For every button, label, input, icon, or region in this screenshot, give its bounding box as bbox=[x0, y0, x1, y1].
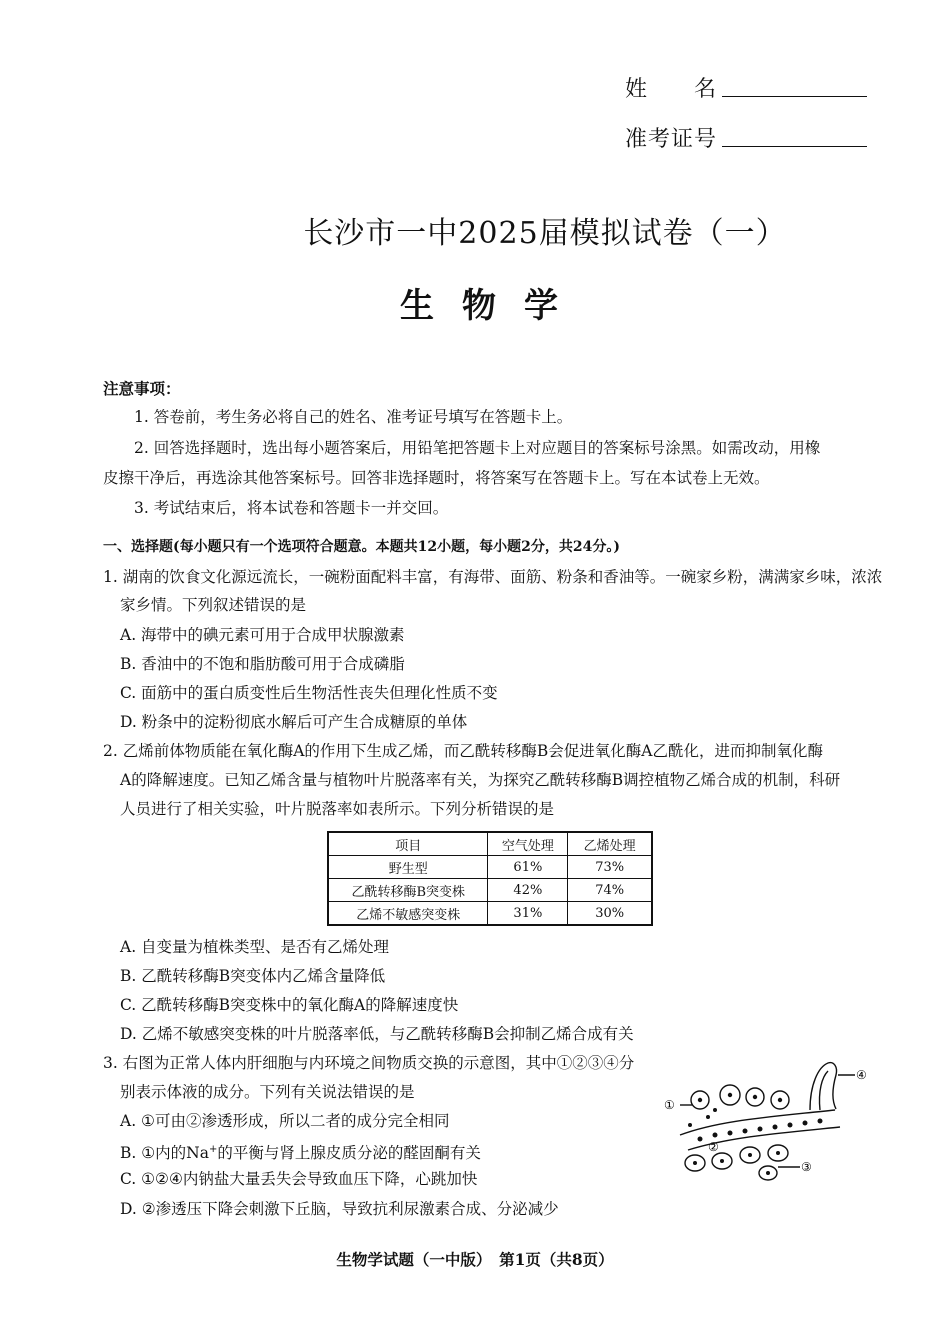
figure-label-3: ③ bbox=[801, 1160, 812, 1174]
notice-item-2-line-1: 2. 回答选择题时，选出每小题答案后，用铅笔把答题卡上对应题目的答案标号涂黑。如需改动，用橡 bbox=[134, 439, 821, 457]
q3-option-c: C. ①②④内钠盐大量丢失会导致血压下降，心跳加快 bbox=[120, 1170, 478, 1188]
exam-title: 长沙市一中2025届模拟试卷（一） bbox=[303, 216, 787, 251]
q2-stem-line-3: 人员进行了相关实验，叶片脱落率如表所示。下列分析错误的是 bbox=[120, 800, 555, 818]
q3-option-b-post: 的平衡与肾上腺皮质分泌的醛固酮有关 bbox=[217, 1144, 481, 1163]
table-cell: 73% bbox=[568, 856, 652, 879]
q1-option-c: C. 面筋中的蛋白质变性后生物活性丧失但理化性质不变 bbox=[120, 684, 498, 702]
q2-option-b: B. 乙酰转移酶B突变体内乙烯含量降低 bbox=[120, 967, 386, 985]
q1-option-b: B. 香油中的不饱和脂肪酸可用于合成磷脂 bbox=[120, 655, 405, 673]
q2-option-a: A. 自变量为植株类型、是否有乙烯处理 bbox=[120, 938, 390, 956]
q2-option-c: C. 乙酰转移酶B突变株中的氧化酶A的降解速度快 bbox=[120, 996, 459, 1014]
table-header-cell: 乙烯处理 bbox=[568, 832, 652, 856]
table-header-row bbox=[328, 832, 652, 856]
table-cell: 74% bbox=[568, 879, 652, 902]
table-row bbox=[328, 856, 652, 879]
table-cell: 61% bbox=[488, 856, 568, 879]
q1-option-d: D. 粉条中的淀粉彻底水解后可产生合成糖原的单体 bbox=[120, 713, 468, 731]
table-cell: 31% bbox=[488, 902, 568, 926]
figure-label-4: ④ bbox=[856, 1068, 867, 1082]
page-footer: 生物学试题（一中版） 第1页（共8页） bbox=[336, 1250, 614, 1269]
table-row bbox=[328, 879, 652, 902]
q3-stem-line-2: 别表示体液的成分。下列有关说法错误的是 bbox=[120, 1083, 415, 1101]
notice-item-2-line-2: 皮擦干净后，再选涂其他答案标号。回答非选择题时，将答案写在答题卡上。写在本试卷上无效。 bbox=[103, 469, 770, 487]
q2-option-d: D. 乙烯不敏感突变株的叶片脱落率低，与乙酰转移酶B会抑制乙烯合成有关 bbox=[120, 1025, 634, 1043]
q2-stem-line-1: 2. 乙烯前体物质能在氧化酶A的作用下生成乙烯，而乙酰转移酶B会促进氧化酶A乙酰化，进而抑制氧化酶 bbox=[103, 742, 823, 760]
table-cell: 野生型 bbox=[328, 856, 488, 879]
notice-item-3: 3. 考试结束后，将本试卷和答题卡一并交回。 bbox=[134, 499, 449, 517]
name-label: 姓 名 bbox=[625, 77, 718, 102]
q2-stem-line-2: A的降解速度。已知乙烯含量与植物叶片脱落率有关，为探究乙酰转移酶B调控植物乙烯合成的机制，科研 bbox=[120, 771, 841, 789]
subject-title: 生物学 bbox=[400, 286, 586, 326]
table-header-cell: 项目 bbox=[328, 832, 488, 856]
q3-stem-line-1: 3. 右图为正常人体内肝细胞与内环境之间物质交换的示意图，其中①②③④分 bbox=[103, 1054, 635, 1072]
figure-label-2: ② bbox=[708, 1140, 719, 1154]
name-field[interactable] bbox=[722, 96, 867, 97]
q3-option-b-pre: B. ①内的Na bbox=[120, 1144, 209, 1163]
notice-item-1: 1. 答卷前，考生务必将自己的姓名、准考证号填写在答题卡上。 bbox=[134, 408, 573, 426]
q1-stem-line-1: 1. 湖南的饮食文化源远流长，一碗粉面配料丰富，有海带、面筋、粉条和香油等。一碗家乡粉，满满家乡味，浓浓 bbox=[103, 568, 883, 586]
q3-option-b bbox=[120, 1139, 481, 1164]
q3-option-b-sup: + bbox=[208, 1144, 218, 1155]
table-cell: 乙烯不敏感突变株 bbox=[328, 902, 488, 926]
figure-label-1: ① bbox=[664, 1098, 675, 1112]
lymph-vessel bbox=[810, 1063, 837, 1110]
exam-id-label: 准考证号 bbox=[625, 127, 718, 152]
q1-stem-line-2: 家乡情。下列叙述错误的是 bbox=[120, 596, 307, 614]
table-row bbox=[328, 902, 652, 926]
q3-figure bbox=[660, 1055, 880, 1185]
q3-option-d: D. ②渗透压下降会刺激下丘脑，导致抗利尿激素合成、分泌减少 bbox=[120, 1200, 559, 1218]
table-cell: 42% bbox=[488, 879, 568, 902]
exam-id-field[interactable] bbox=[722, 146, 867, 147]
q2-data-table bbox=[327, 831, 653, 926]
section-1-heading: 一、选择题(每小题只有一个选项符合题意。本题共12小题，每小题2分，共24分。) bbox=[103, 539, 620, 555]
q1-option-a: A. 海带中的碘元素可用于合成甲状腺激素 bbox=[120, 626, 405, 644]
capillary-upper-wall bbox=[680, 1110, 835, 1135]
table-cell: 乙酰转移酶B突变株 bbox=[328, 879, 488, 902]
q3-option-a: A. ①可由②渗透形成，所以二者的成分完全相同 bbox=[120, 1112, 450, 1130]
table-cell: 30% bbox=[568, 902, 652, 926]
notice-heading: 注意事项： bbox=[103, 379, 181, 398]
table-header-cell: 空气处理 bbox=[488, 832, 568, 856]
